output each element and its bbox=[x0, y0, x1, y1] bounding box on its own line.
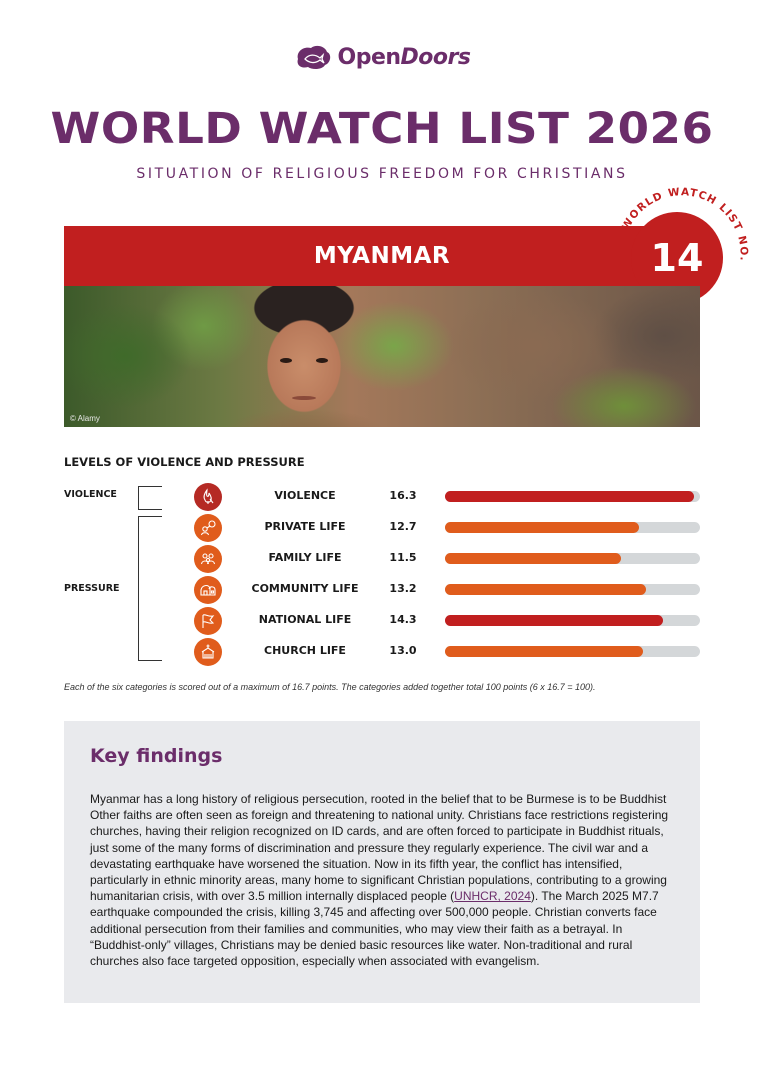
score-row-violence bbox=[0, 481, 764, 511]
score-row-national-life bbox=[0, 605, 764, 635]
score-bar-fill bbox=[445, 553, 621, 564]
levels-title: LEVELS OF VIOLENCE AND PRESSURE bbox=[64, 455, 305, 469]
category-score: 13.2 bbox=[389, 582, 417, 595]
score-bar-track bbox=[445, 615, 700, 626]
category-label: COMMUNITY LIFE bbox=[251, 582, 359, 595]
photo-face-mouth bbox=[292, 396, 316, 400]
unhcr-source-link[interactable]: UNHCR, 2024 bbox=[454, 889, 531, 904]
private-life-person-speech-icon bbox=[194, 514, 222, 542]
category-score: 14.3 bbox=[389, 613, 417, 626]
score-bar-fill bbox=[445, 615, 663, 626]
photo-face-eyes bbox=[276, 358, 332, 364]
score-row-community-life bbox=[0, 574, 764, 604]
score-bar-fill bbox=[445, 646, 643, 657]
country-photo bbox=[64, 286, 700, 427]
score-bar-track bbox=[445, 553, 700, 564]
category-score: 12.7 bbox=[389, 520, 417, 533]
key-findings-body: Myanmar has a long history of religious persecution, rooted in the belief that to be Burmese is to be Buddhist Other faiths are often seen as foreign and threatening to national unity. Christians face restrictions registering churches, having their religion recognized on ID cards, and are often forced to participate in Buddhist rituals, just some of the many forms of discrimination and pressure they regularly experience. The civil war and a devastating earthquake have worsened the situation. Now in its fifth year, the conflict has intensified, particularly in ethnic minority areas, many home to significant Christian populations, contributing to a growing humanitarian crisis, with over 3.5 million internally displaced people (UNHCR, 2024). The March 2025 M7.7 earthquake compounded the crisis, killing 3,745 and affecting over 500,000 people. Christian converts face additional persecution from their families and communities, who may view their faith as a betrayal. In “Buddhist-only” villages, Christians may be denied basic resources like water. Non-traditional and rural churches also face targeted opposition, especially when associated with evangelism. bbox=[90, 792, 669, 969]
category-label: PRIVATE LIFE bbox=[264, 520, 346, 533]
score-bar-fill bbox=[445, 491, 694, 502]
category-label: NATIONAL LIFE bbox=[258, 613, 352, 626]
group-label-pressure: PRESSURE bbox=[64, 583, 120, 594]
score-row-private-life bbox=[0, 512, 764, 542]
score-bar-track bbox=[445, 491, 700, 502]
category-label: CHURCH LIFE bbox=[264, 644, 346, 657]
category-label: VIOLENCE bbox=[274, 489, 336, 502]
score-row-church-life bbox=[0, 636, 764, 666]
svg-text:WORLD WATCH LIST NO.: WORLD WATCH LIST NO. bbox=[619, 186, 750, 263]
brand-name: OpenDoors bbox=[337, 44, 471, 70]
open-doors-logo bbox=[0, 43, 764, 71]
category-score: 11.5 bbox=[389, 551, 417, 564]
fish-cloud-icon bbox=[294, 43, 332, 71]
group-label-violence: VIOLENCE bbox=[64, 489, 117, 500]
category-score: 13.0 bbox=[389, 644, 417, 657]
scoring-footnote: Each of the six categories is scored out of a maximum of 16.7 points. The categories added together total 100 points (6 x 16.7 = 100). bbox=[64, 682, 596, 692]
page-subtitle: SITUATION OF RELIGIOUS FREEDOM FOR CHRISTIANS bbox=[136, 166, 628, 182]
rank-number: 14 bbox=[650, 236, 704, 280]
score-bar-fill bbox=[445, 584, 646, 595]
score-bar-fill bbox=[445, 522, 639, 533]
key-findings-panel bbox=[64, 721, 700, 1003]
score-row-family-life bbox=[0, 543, 764, 573]
page-title: WORLD WATCH LIST 2026 bbox=[50, 104, 714, 154]
national-life-flag-icon bbox=[194, 607, 222, 635]
key-findings-title: Key findings bbox=[90, 745, 223, 767]
country-name: MYANMAR bbox=[313, 243, 451, 269]
score-bar-track bbox=[445, 584, 700, 595]
score-bar-track bbox=[445, 522, 700, 533]
score-bar-track bbox=[445, 646, 700, 657]
photo-credit: © Alamy bbox=[70, 414, 100, 423]
category-label: FAMILY LIFE bbox=[268, 551, 342, 564]
category-score: 16.3 bbox=[389, 489, 417, 502]
community-life-houses-icon bbox=[194, 576, 222, 604]
church-life-church-icon bbox=[194, 638, 222, 666]
violence-fire-icon bbox=[194, 483, 222, 511]
family-life-people-icon bbox=[194, 545, 222, 573]
